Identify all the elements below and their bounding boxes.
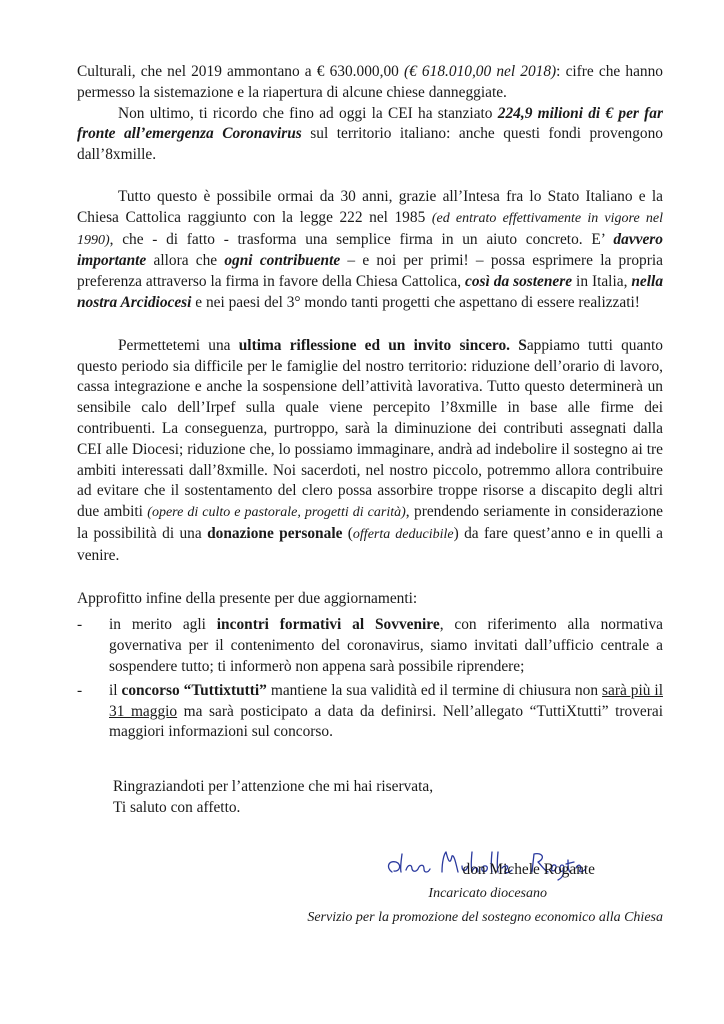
signer-office: Servizio per la promozione del sostegno economico alla Chiesa (307, 910, 663, 925)
amount-2018: (€ 618.010,00 nel 2018) (403, 63, 557, 80)
letter-body (77, 62, 664, 925)
signer-role: Incaricato diocesano (428, 886, 547, 901)
paragraph-funds-summary: Culturali, che nel 2019 ammontano a € 630.000,00 (€ 618.010,00 nel 2018): cifre che hanno permesso la sistemazione e la riapertura di alcune chiese danneggiate. (77, 63, 663, 101)
paragraph-updates-intro: Approfitto infine della presente per due aggiornamenti: (77, 589, 418, 607)
list-item: - il concorso “Tuttixtutti” mantiene la sua validità ed il termine di chiusura non sarà più il 31 maggio ma sarà posticipato a data da definirsi. Nell’allegato “TuttiXtutti” troverai maggiori informazioni sul concorso. (77, 681, 663, 741)
updates-list (77, 615, 663, 743)
list-dash: - (77, 616, 83, 634)
list-dash: - (77, 681, 83, 699)
paragraph-intesa: Tutto questo è possibile ormai da 30 anni, grazie all’Intesa fra lo Stato Italiano e la Chiesa Cattolica raggiunto con la legge 222 nel 1985 (ed entrato effettivamente in vigore nel 1990), che - di fatto - trasforma una semplice firma in un aiuto concreto. E’ davvero importante allora che ogni contribuente – e noi per primi! – possa esprimere la propria preferenza attraverso la firma in favore della Chiesa Cattolica, così da sostenere in Italia, nella nostra Arcidiocesi e nei paesi del 3° mondo tanti progetti che aspettano di essere realizzati! (77, 187, 664, 311)
closing-greeting: Ringraziandoti per l’attenzione che mi hai riservata, Ti saluto con affetto. (113, 778, 434, 816)
emergency-amount: 224,9 milioni di € per far fronte all’emergenza Coronavirus (77, 104, 663, 143)
paragraph-cei-emergency: Non ultimo, ti ricordo che fino ad oggi la CEI ha stanziato 224,9 milioni di € per far fronte all’emergenza Coronavirus sul territorio italiano: anche questi fondi provengono dall’8xmille. (77, 104, 663, 164)
paragraph-reflection: Permettetemi una ultima riflessione ed un invito sincero. Sappiamo tutti quanto questo periodo sia difficile per le famiglie del nostro territorio: riduzione dell’orario di lavoro, cassa integrazione e anche la sospensione dell’attività lavorativa. Tutto questo determinerà un sensibile calo dell’Irpef sulla quale viene percepito l’8xmille in base alle firme dei contribuenti. La conseguenza, purtroppo, sarà la diminuzione dei contributi assegnati dalla CEI alle Diocesi; riduzione che, lo possiamo immaginare, andrà ad indebolire il sostegno ai tre ambiti interessati dall’8xmille. Noi sacerdoti, nel nostro piccolo, potremmo allora contribuire ad evitare che il sostentamento del clero possa assorbire troppe risorse a discapito degli altri due ambiti (opere di culto e pastorale, progetti di carità), prendendo seriamente in considerazione la possibilità di una donazione personale (offerta deducibile) da fare quest’anno e in quelli a venire. (77, 336, 663, 564)
signer-name: don Michele Rogante (462, 861, 595, 878)
list-item: - in merito agli incontri formativi al Sovvenire, con riferimento alla normativa governativa per il contenimento del coronavirus, siamo invitati dall’ufficio centrale a sospendere tutto; ti informerò non appena sarà possibile riprendere; (77, 616, 663, 675)
